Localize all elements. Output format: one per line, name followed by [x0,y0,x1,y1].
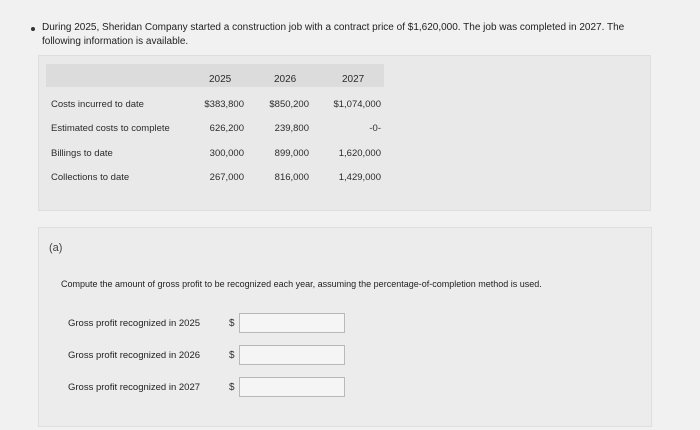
gross-profit-2025-input[interactable] [239,313,345,333]
table-cell: $1,074,000 [333,99,381,110]
table-cell: $850,200 [269,99,309,110]
row-label-collections: Collections to date [51,172,130,183]
data-table [38,55,651,211]
part-a-section [38,227,652,427]
column-header-2026: 2026 [274,74,297,85]
gross-profit-2026-input[interactable] [239,345,345,365]
column-header-2025: 2025 [209,74,232,85]
table-cell: 239,800 [274,123,309,134]
currency-symbol: $ [229,382,235,393]
table-cell: 1,429,000 [338,172,381,183]
currency-symbol: $ [229,318,235,329]
table-cell: $383,800 [204,99,244,110]
part-label: (a) [49,242,63,254]
row-label-estimated-costs: Estimated costs to complete [51,123,170,134]
question-label-2026: Gross profit recognized in 2026 [68,350,201,361]
question-label-2027: Gross profit recognized in 2027 [68,382,201,393]
instruction-text: Compute the amount of gross profit to be recognized each year, assuming the percentage-of-completion method is used. [61,279,542,289]
table-cell: 1,620,000 [338,148,381,159]
row-label-costs-incurred: Costs incurred to date [51,99,144,110]
column-header-2027: 2027 [342,74,365,85]
problem-statement: During 2025, Sheridan Company started a construction job with a contract price of $1,620,000. The job was completed in 2027. The following information is available. [42,22,625,47]
table-cell: 300,000 [209,148,244,159]
bullet-icon [31,27,35,31]
question-label-2025: Gross profit recognized in 2025 [68,318,201,329]
table-cell: 626,200 [209,123,244,134]
gross-profit-2027-input[interactable] [239,377,345,397]
row-label-billings: Billings to date [51,148,113,159]
table-cell: 899,000 [274,148,309,159]
table-cell: 816,000 [274,172,309,183]
table-cell: -0- [369,123,381,134]
currency-symbol: $ [229,350,235,361]
table-cell: 267,000 [209,172,244,183]
